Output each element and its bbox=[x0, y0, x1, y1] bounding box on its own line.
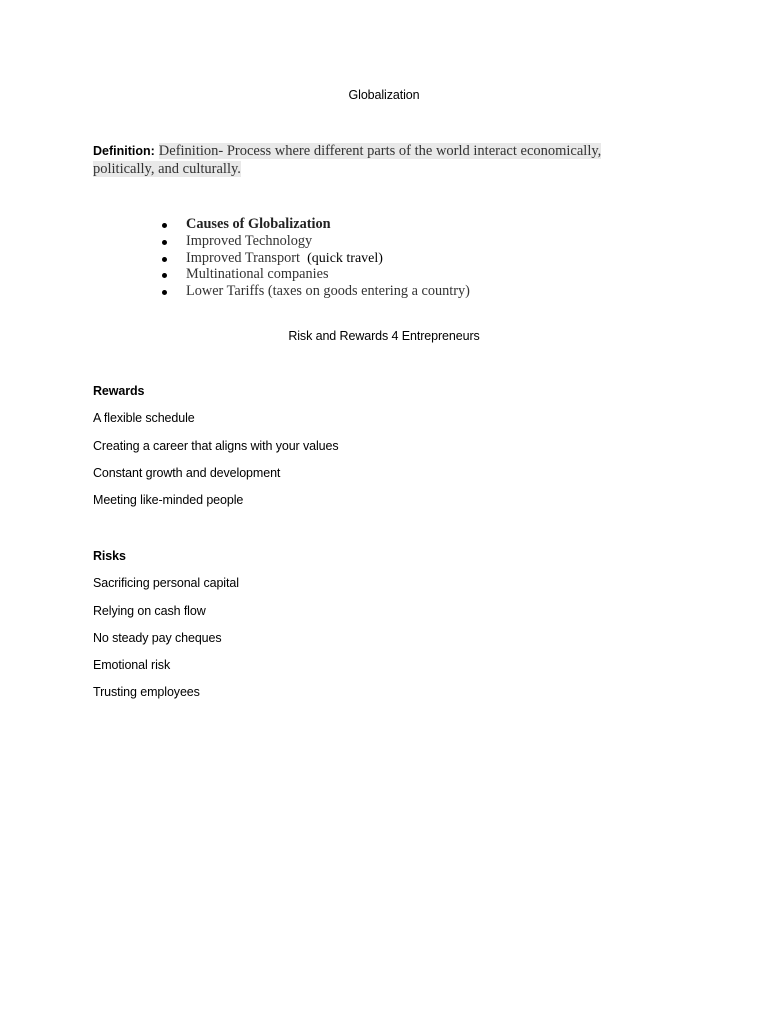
bullet-icon bbox=[162, 257, 167, 262]
list-item: Trusting employees bbox=[93, 685, 200, 700]
bullet-icon bbox=[162, 290, 167, 295]
risks-section bbox=[93, 547, 239, 711]
list-item: A flexible schedule bbox=[93, 411, 195, 426]
cause-text: Improved Transport bbox=[186, 249, 300, 266]
cause-text: Lower Tariffs (taxes on goods entering a country) bbox=[186, 283, 470, 300]
list-item: Sacrificing personal capital bbox=[93, 576, 239, 591]
section-subtitle: Risk and Rewards 4 Entrepreneurs bbox=[288, 329, 480, 343]
cause-aside: (quick travel) bbox=[307, 250, 383, 266]
rewards-heading: Rewards bbox=[93, 384, 145, 398]
list-item: Constant growth and development bbox=[93, 465, 281, 480]
cause-text: Multinational companies bbox=[186, 266, 329, 283]
list-item: Creating a career that aligns with your values bbox=[93, 438, 339, 453]
definition-text: Definition- Process where different parts of the world interact economically, politically, and culturally. bbox=[93, 143, 602, 177]
document-title: Globalization bbox=[348, 88, 420, 102]
list-item bbox=[160, 250, 470, 267]
list-item: Relying on cash flow bbox=[93, 603, 206, 618]
list-item: Emotional risk bbox=[93, 658, 171, 673]
list-item bbox=[160, 266, 470, 283]
list-item bbox=[160, 233, 470, 250]
list-item: No steady pay cheques bbox=[93, 630, 222, 645]
bullet-icon bbox=[162, 273, 167, 278]
definition-paragraph bbox=[93, 142, 653, 178]
list-item bbox=[160, 283, 470, 300]
rewards-section bbox=[93, 382, 339, 518]
bullet-icon bbox=[162, 223, 167, 228]
risks-heading: Risks bbox=[93, 549, 126, 563]
bullet-icon bbox=[162, 240, 167, 245]
definition-label: Definition: bbox=[93, 144, 155, 158]
list-item: Meeting like-minded people bbox=[93, 493, 244, 508]
causes-heading: Causes of Globalization bbox=[186, 216, 331, 232]
causes-list bbox=[160, 216, 470, 300]
causes-heading-item bbox=[160, 216, 470, 233]
cause-text: Improved Technology bbox=[186, 232, 313, 249]
